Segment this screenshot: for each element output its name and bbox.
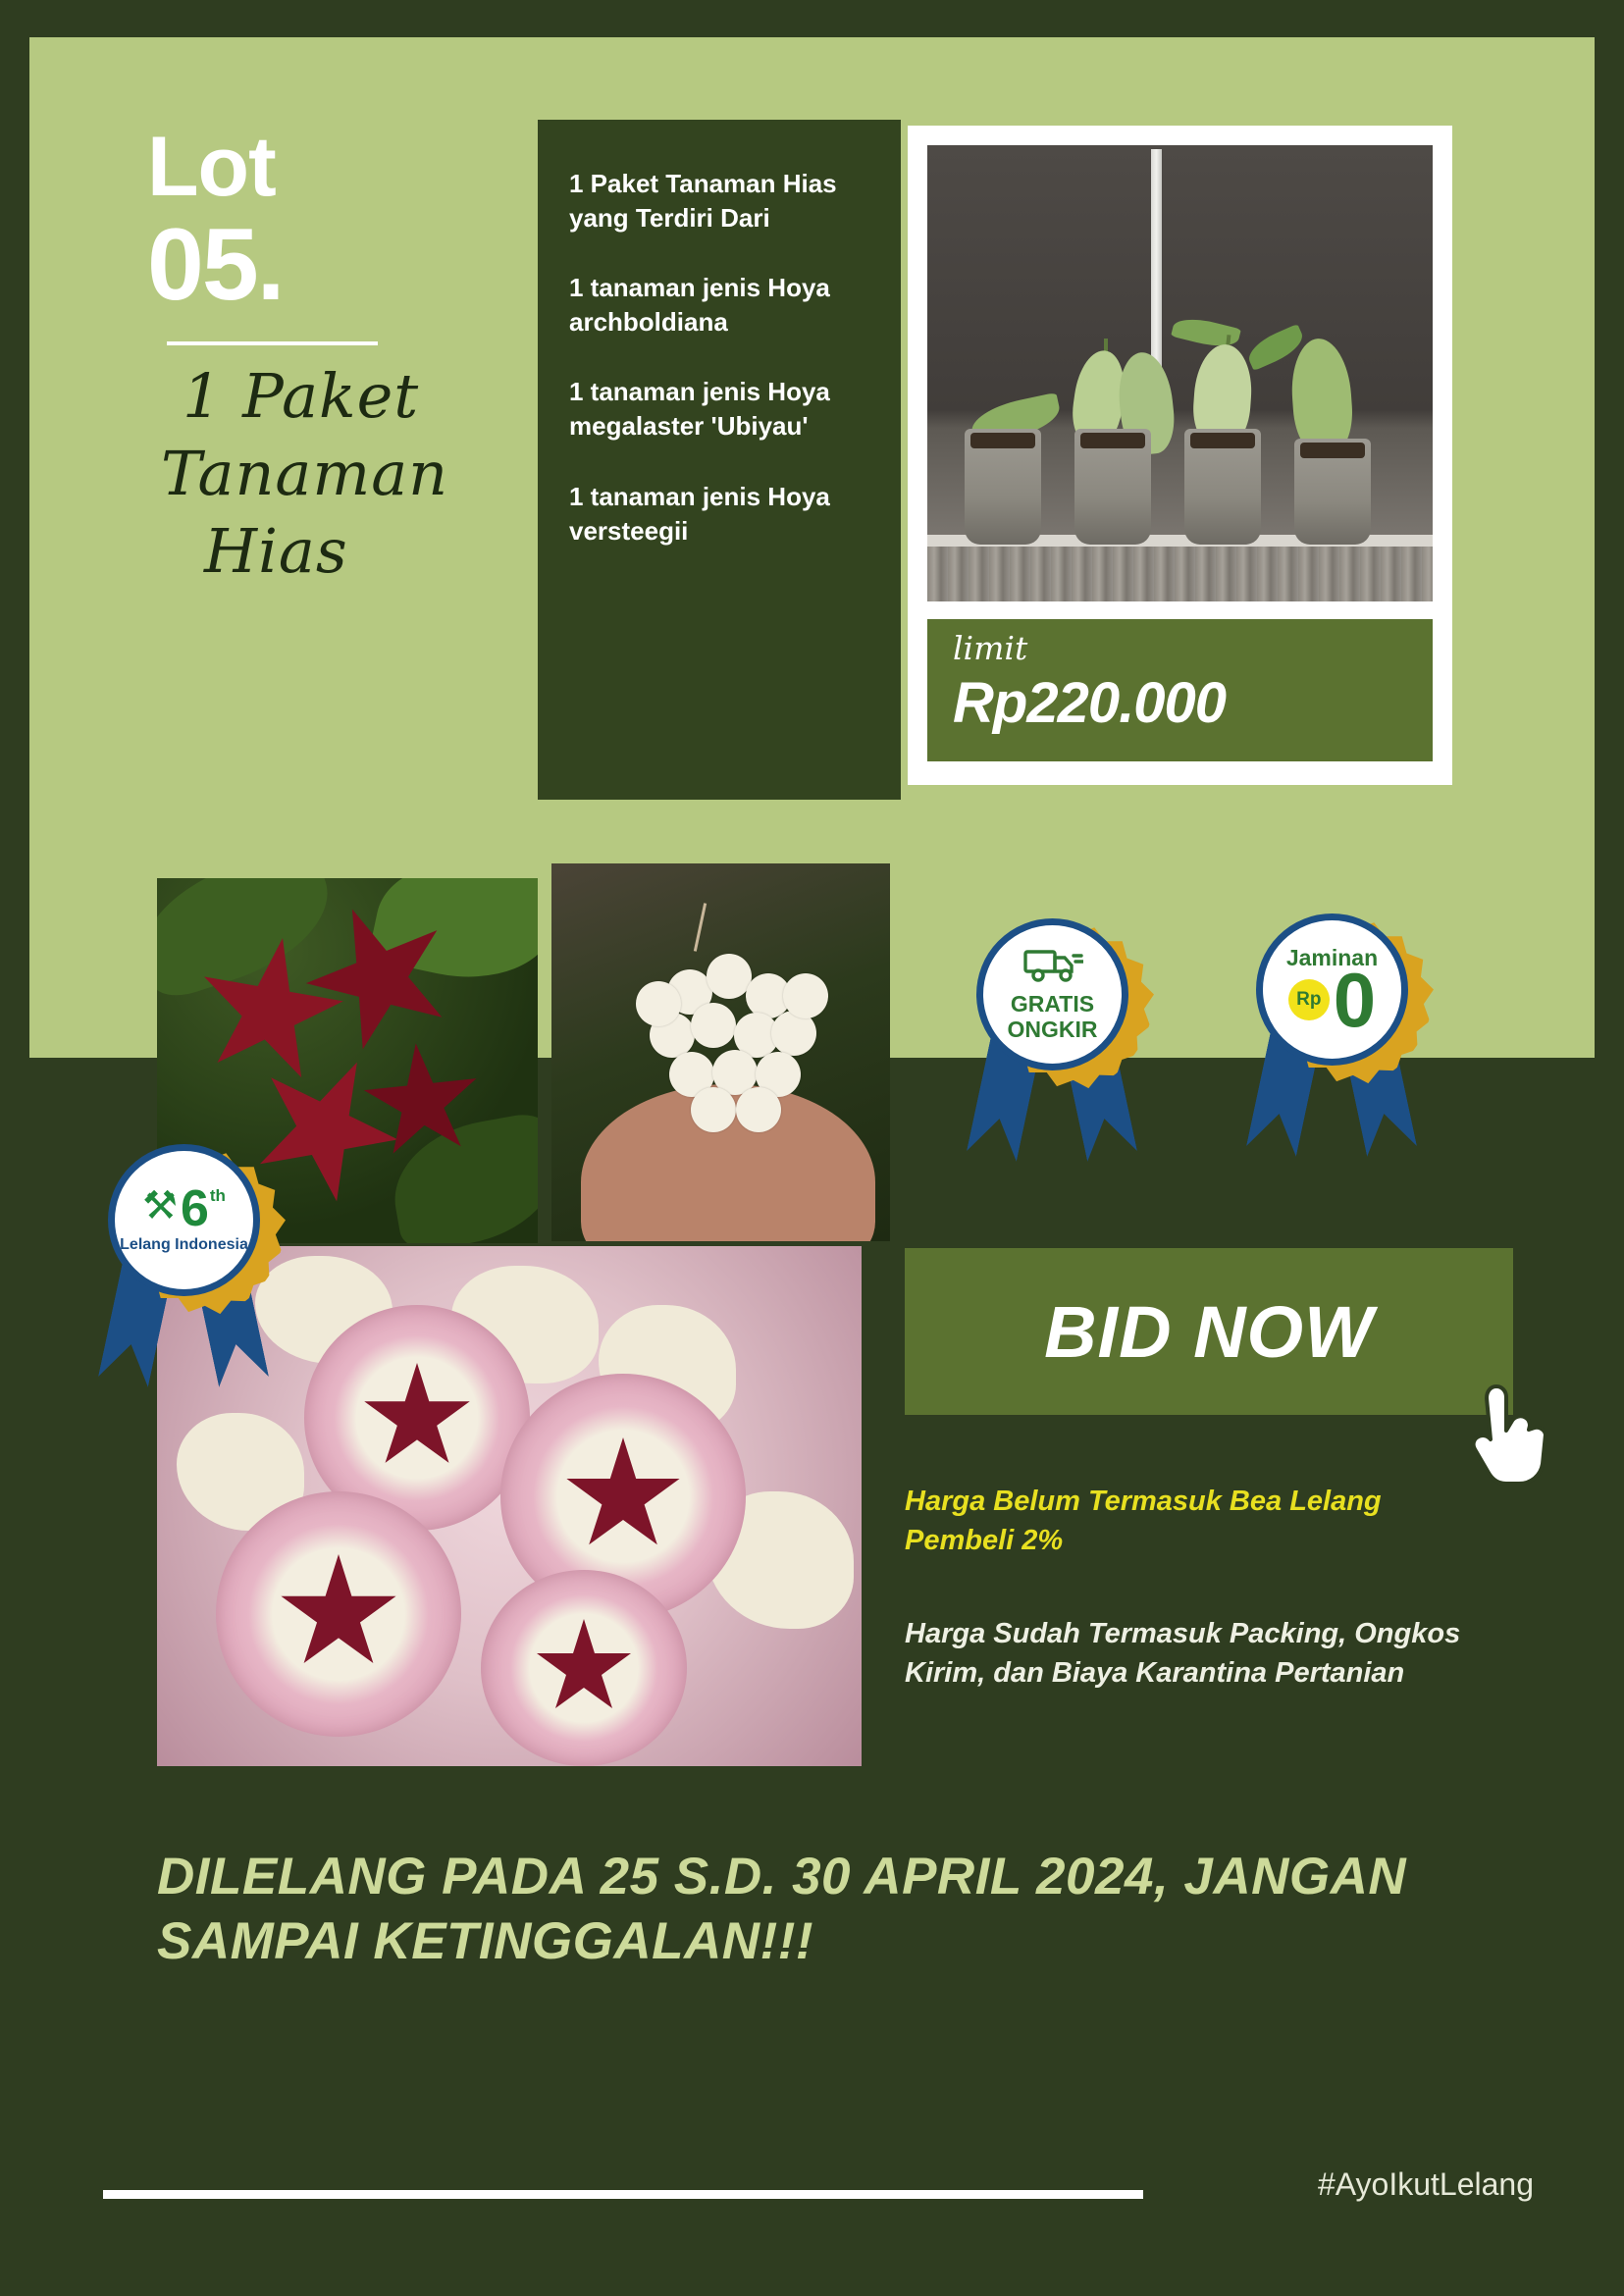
anniversary-logo	[142, 1179, 226, 1237]
currency-chip: Rp	[1288, 979, 1330, 1020]
lot-number: 05.	[147, 207, 284, 322]
badge-disc	[976, 918, 1128, 1070]
badge-lelang-indonesia	[79, 1119, 289, 1330]
lot-subtitle-line-1: 1 Paket	[183, 359, 420, 432]
lot-subtitle	[155, 357, 491, 591]
price-limit-label: limit	[953, 629, 1028, 667]
anniversary-suffix: th	[209, 1185, 226, 1205]
flower-shape	[636, 981, 681, 1026]
plant-pot	[1074, 429, 1151, 545]
gavel-icon: ⚒	[142, 1183, 178, 1227]
flower-shape	[691, 1003, 736, 1048]
flower-shape	[783, 973, 828, 1018]
product-photo-card	[908, 126, 1452, 785]
description-item: 1 tanaman jenis Hoya archboldiana	[569, 273, 830, 338]
lot-word: Lot	[147, 120, 276, 214]
badge-guarantee	[1227, 888, 1438, 1099]
stem-shape	[694, 903, 707, 952]
flower-shape	[736, 1087, 781, 1132]
flower-shape	[481, 1570, 687, 1766]
plant-pot	[1184, 429, 1261, 545]
flower-shape	[691, 1087, 736, 1132]
badge-shipping-line2: ONGKIR	[1007, 1017, 1098, 1042]
badge-shipping-line1: GRATIS	[1010, 991, 1095, 1018]
flower-shape	[216, 1491, 461, 1737]
price-limit-bar	[927, 619, 1433, 761]
plant-pot	[1294, 439, 1371, 545]
footer-divider	[103, 2190, 1143, 2199]
badge-disc	[1256, 913, 1408, 1066]
lot-subtitle-line-3: Hias	[204, 515, 348, 588]
anniversary-number: 6	[180, 1179, 207, 1237]
note-included-costs: Harga Sudah Termasuk Packing, Ongkos Kirim, dan Biaya Karantina Pertanian	[905, 1618, 1461, 1690]
badge-free-shipping	[947, 893, 1158, 1104]
divider-rule	[167, 341, 378, 345]
rebar-grate	[927, 547, 1433, 601]
plant-pot	[965, 429, 1041, 545]
bid-now-label: BID NOW	[1044, 1290, 1374, 1373]
badge-guarantee-amount: 0	[1333, 956, 1377, 1043]
flower-shape	[707, 954, 752, 999]
anniversary-caption: Lelang Indonesia	[120, 1236, 248, 1254]
badge-disc	[108, 1144, 260, 1296]
description-panel	[538, 120, 901, 800]
auction-date-headline: DILELANG PADA 25 S.D. 30 APRIL 2024, JANGAN SAMPAI KETINGGALAN!!!	[157, 1848, 1407, 1971]
product-photo-plants	[927, 145, 1433, 601]
footer-hashtag: #AyoIkutLelang	[1317, 2166, 1534, 2202]
badge-guarantee-label: Jaminan	[1285, 944, 1379, 970]
lot-heading-block	[147, 120, 491, 591]
note-buyer-fee: Harga Belum Termasuk Bea Lelang Pembeli 2%	[905, 1486, 1382, 1557]
price-limit-value: Rp220.000	[953, 670, 1226, 735]
description-item: 1 tanaman jenis Hoya versteegii	[569, 481, 830, 546]
truck-icon	[1022, 946, 1083, 988]
hand-pointer-icon	[1467, 1379, 1553, 1487]
photo-hoya-white-flowers	[551, 863, 890, 1241]
bid-now-button[interactable]	[905, 1248, 1513, 1415]
badge-shipping-text	[1008, 992, 1098, 1043]
description-item: 1 Paket Tanaman Hias yang Terdiri Dari	[569, 169, 837, 234]
lot-subtitle-line-2: Tanaman	[161, 438, 449, 510]
description-item: 1 tanaman jenis Hoya megalaster 'Ubiyau'	[569, 377, 830, 442]
